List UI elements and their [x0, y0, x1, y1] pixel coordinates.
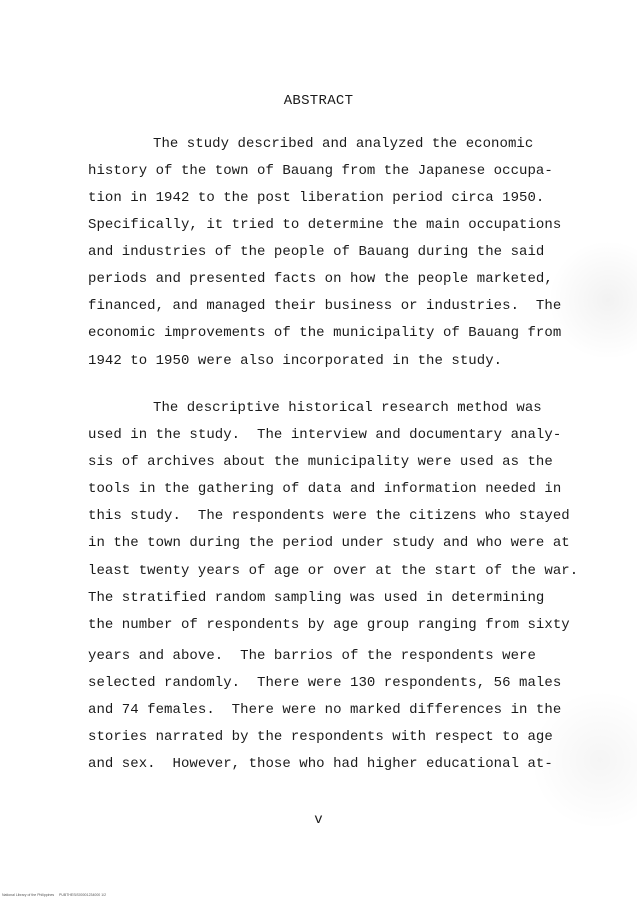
text-line-12: sis of archives about the municipality were used as the	[88, 454, 553, 470]
text-line-4: Specifically, it tried to determine the main occupations	[88, 217, 562, 233]
text-line-18: the number of respondents by age group ranging from sixty	[88, 617, 570, 633]
text-line-20: selected randomly. There were 130 respondents, 56 males	[88, 675, 562, 691]
text-line-6: periods and presented facts on how the people marketed,	[88, 271, 553, 287]
text-line-11: used in the study. The interview and documentary analy-	[88, 427, 562, 443]
text-line-14: this study. The respondents were the citizens who stayed	[88, 508, 570, 524]
text-line-8: economic improvements of the municipality of Bauang from	[88, 325, 562, 341]
page-number: v	[314, 812, 323, 828]
text-line-5: and industries of the people of Bauang during the said	[88, 244, 545, 260]
text-line-9: 1942 to 1950 were also incorporated in the study.	[88, 353, 503, 369]
text-line-22: stories narrated by the respondents with respect to age	[88, 729, 553, 745]
text-line-16: least twenty years of age or over at the start of the war.	[88, 563, 579, 579]
text-line-1: The study described and analyzed the economic	[153, 136, 534, 152]
text-line-21: and 74 females. There were no marked differences in the	[88, 702, 562, 718]
abstract-title: ABSTRACT	[283, 93, 354, 109]
text-line-13: tools in the gathering of data and information needed in	[88, 481, 562, 497]
text-line-17: The stratified random sampling was used in determining	[88, 590, 545, 606]
text-line-7: financed, and managed their business or industries. The	[88, 298, 562, 314]
text-line-3: tion in 1942 to the post liberation period circa 1950.	[88, 190, 545, 206]
text-line-2: history of the town of Bauang from the Japanese occupa-	[88, 163, 553, 179]
text-line-10: The descriptive historical research method was	[153, 400, 542, 416]
text-line-19: years and above. The barrios of the respondents were	[88, 648, 536, 664]
library-footer-stamp: National Library of the Philippines PUBTHESIS00001234000 1/2	[2, 893, 107, 897]
text-line-15: in the town during the period under study and who were at	[88, 535, 570, 551]
text-line-23: and sex. However, those who had higher educational at-	[88, 756, 553, 772]
